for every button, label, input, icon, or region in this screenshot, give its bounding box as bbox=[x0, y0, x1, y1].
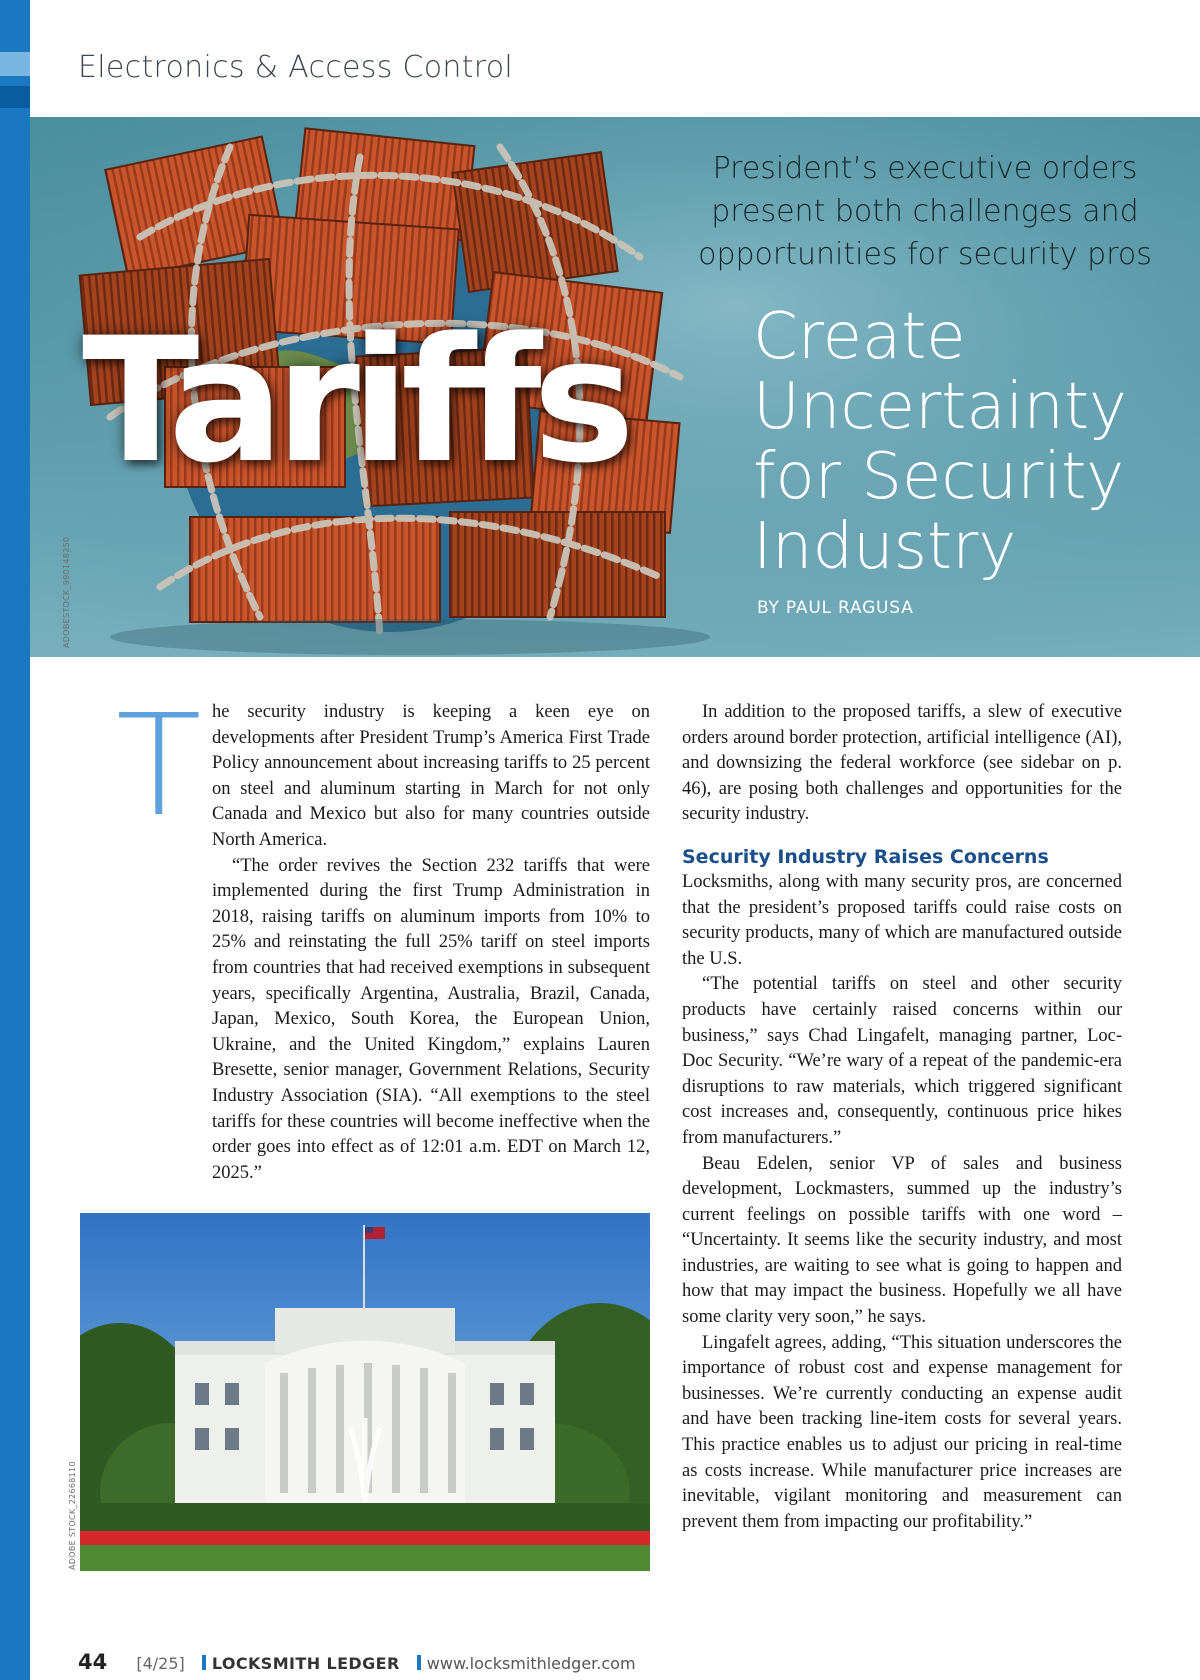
edge-tab-dark bbox=[0, 86, 30, 108]
article-paragraph: Lingafelt agrees, adding, “This situation underscores the importance of robust cost and expense management for businesses. We’re currently conducting an expense audit and have been tracking line-item costs for several years. This practice enables us to adjust our pricing in real-time as costs increase. While manufacturer price increases are inevitable, vigilant monitoring and measurement can prevent them from impacting our profitability.” bbox=[682, 1332, 1122, 1532]
hero-photo-credit: ADOBESTOCK_990148250 bbox=[62, 536, 71, 648]
article-paragraph: Locksmiths, along with many security pros, are concerned that the president’s proposed tariffs could raise costs on security products, many of which are manufactured outside the U.S. bbox=[682, 871, 1122, 969]
headline-line: for Security bbox=[753, 440, 1125, 514]
footer-separator bbox=[417, 1655, 421, 1670]
page-number: 44 bbox=[78, 1650, 108, 1674]
photo-credit: ADOBE STOCK_22668110 bbox=[68, 1461, 77, 1570]
drop-cap: T bbox=[116, 685, 202, 848]
article-paragraph: Beau Edelen, senior VP of sales and business development, Lockmasters, summed up the industry’s current feelings on possible tariffs with one word – “Uncertainty. It seems like the security industry, and most industries, are waiting to see what is going to happen and how that may impact the business. Hopefully we all have some clarity very soon,” he says. bbox=[682, 1153, 1122, 1328]
article-paragraph: “The potential tariffs on steel and other security products have certainly raised concerns within our business,” says Chad Lingafelt, managing partner, Loc-Doc Security. “We’re wary of a repeat of the pandemic-era disruptions to raw materials, which triggered significant cost increases and, consequently, continuous price hikes from manufacturers.” bbox=[682, 974, 1122, 1148]
article-paragraph: he security industry is keeping a keen eye on developments after President Trump’s America First Trade Policy announcement about increasing tariffs to 25 percent on steel and aluminum starting in March for not only Canada and Mexico but also for many countries outside North America. bbox=[212, 702, 650, 850]
byline: BY PAUL RAGUSA bbox=[757, 598, 914, 618]
hero-deck-line: present both challenges and bbox=[711, 194, 1139, 229]
white-house-photo bbox=[80, 1213, 650, 1571]
edge-tab-light bbox=[0, 52, 30, 76]
footer-separator bbox=[202, 1655, 206, 1670]
headline bbox=[753, 302, 1193, 582]
hero-deck-line: President’s executive orders bbox=[712, 151, 1138, 186]
article-paragraph: In addition to the proposed tariffs, a slew of executive orders around border protection, artificial intelligence (AI), and downsizing the federal workforce (see sidebar on p. 46), are posing both challenges and opportunities for the security industry. bbox=[682, 702, 1122, 825]
page-footer bbox=[78, 1650, 636, 1674]
article-column-right bbox=[682, 700, 1122, 1535]
section-label: Electronics & Access Control bbox=[78, 50, 514, 85]
hero-banner bbox=[30, 117, 1200, 657]
edge-color-bar bbox=[0, 0, 30, 1680]
hero-deck bbox=[685, 147, 1165, 276]
hero-deck-line: opportunities for security pros bbox=[698, 237, 1152, 272]
magazine-url[interactable]: www.locksmithledger.com bbox=[426, 1654, 636, 1673]
issue-date: [4/25] bbox=[136, 1654, 185, 1673]
article-column-left bbox=[212, 700, 650, 1186]
hero-big-word: Tariffs bbox=[82, 300, 627, 501]
headline-line: Uncertainty bbox=[753, 370, 1127, 444]
article-paragraph: “The order revives the Section 232 tariffs that were implemented during the first Trump Administration in 2018, raising tariffs on aluminum imports from 10% to 25% and reinstating the full 25% tariff on steel imports from countries that had received exemptions in subsequent years, specifically Argentina, Australia, Brazil, Canada, Japan, Mexico, South Korea, the European Union, Ukraine, and the United Kingdom,” explains Lauren Bresette, senior manager, Government Relations, Security Industry Association (SIA). “All exemptions to the steel tariffs for these countries will become ineffective when the order goes into effect as of 12:01 a.m. EDT on March 12, 2025.” bbox=[212, 855, 650, 1183]
headline-line: Create bbox=[753, 300, 966, 374]
magazine-name: LOCKSMITH LEDGER bbox=[211, 1654, 400, 1673]
headline-line: Industry bbox=[753, 510, 1017, 584]
section-subhead: Security Industry Raises Concerns bbox=[682, 845, 1049, 868]
